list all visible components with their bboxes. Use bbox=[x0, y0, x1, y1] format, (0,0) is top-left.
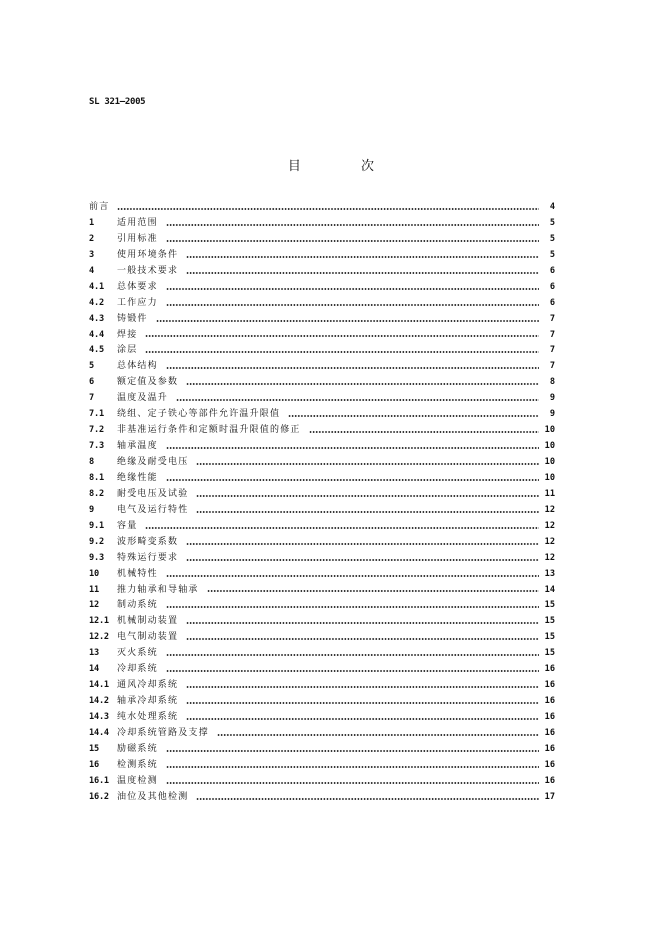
toc-dot-leader bbox=[196, 798, 538, 800]
toc-entry-label: 绝缘及耐受电压 bbox=[117, 457, 189, 467]
toc-entry-number: 12.1 bbox=[89, 616, 109, 627]
toc-entry-page: 9 bbox=[549, 393, 555, 404]
toc-entry-number: 2 bbox=[89, 233, 94, 244]
toc-entry-number: 3 bbox=[89, 249, 94, 260]
toc-entry[interactable] bbox=[89, 790, 555, 806]
toc-entry-label: 电气制动装置 bbox=[117, 632, 179, 643]
toc-entry-number: 7.2 bbox=[89, 425, 104, 436]
toc-entry[interactable] bbox=[89, 742, 555, 758]
toc-dot-leader bbox=[166, 654, 539, 656]
toc-dot-leader bbox=[145, 527, 538, 529]
toc-dot-leader bbox=[196, 495, 538, 497]
toc-entry-label: 推力轴承和导轴承 bbox=[117, 584, 199, 595]
toc-dot-leader bbox=[186, 622, 538, 624]
toc-entry-number: 9.2 bbox=[89, 536, 104, 547]
toc-entry-page: 15 bbox=[544, 632, 555, 643]
toc-entry-number: 14.2 bbox=[89, 696, 109, 707]
toc-entry-number: 10 bbox=[89, 568, 99, 579]
toc-entry-number: 8 bbox=[89, 457, 94, 467]
toc-entry-label: 工作应力 bbox=[117, 297, 158, 308]
toc-entry-label: 纯水处理系统 bbox=[117, 712, 179, 722]
toc-entry-number: 5 bbox=[89, 361, 94, 372]
toc-entry-number: 1 bbox=[89, 217, 94, 228]
toc-entry-number: 8.1 bbox=[89, 472, 104, 483]
toc-entry[interactable] bbox=[89, 598, 555, 614]
toc-entry-label: 波形畸变系数 bbox=[117, 536, 179, 547]
toc-entry-label: 使用环境条件 bbox=[117, 249, 179, 260]
toc-entry-number: 4.3 bbox=[89, 313, 104, 324]
toc-title: 目 次 bbox=[287, 159, 403, 174]
toc-entry-number: 14.4 bbox=[89, 727, 109, 738]
toc-entry[interactable] bbox=[89, 296, 555, 312]
toc-entry[interactable] bbox=[89, 312, 555, 328]
toc-entry-number: 16.1 bbox=[89, 775, 109, 786]
toc-dot-leader bbox=[196, 463, 538, 465]
toc-entry[interactable] bbox=[89, 200, 555, 216]
toc-dot-leader bbox=[309, 431, 539, 433]
toc-entry-label: 耐受电压及试验 bbox=[117, 488, 189, 499]
toc-entry[interactable] bbox=[89, 662, 555, 678]
toc-entry-number: 7 bbox=[89, 393, 94, 404]
toc-entry[interactable] bbox=[89, 710, 555, 726]
toc-entry-page: 7 bbox=[549, 329, 555, 340]
toc-entry-label: 轴承冷却系统 bbox=[117, 696, 179, 707]
toc-entry-page: 11 bbox=[544, 488, 555, 499]
toc-entry-number: 16 bbox=[89, 759, 99, 770]
toc-entry-page: 7 bbox=[549, 361, 555, 372]
toc-entry[interactable] bbox=[89, 774, 555, 790]
toc-entry-number: 16.2 bbox=[89, 791, 109, 802]
toc-entry-page: 10 bbox=[544, 425, 555, 436]
toc-entry[interactable] bbox=[89, 471, 555, 487]
toc-entry-label: 制动系统 bbox=[117, 600, 158, 611]
toc-entry-label: 前言 bbox=[89, 202, 110, 212]
toc-dot-leader bbox=[166, 670, 539, 672]
toc-entry-label: 一般技术要求 bbox=[117, 265, 179, 276]
toc-entry-page: 16 bbox=[544, 743, 555, 754]
toc-entry[interactable] bbox=[89, 503, 555, 519]
toc-dot-leader bbox=[186, 559, 538, 561]
toc-entry-page: 5 bbox=[549, 249, 555, 260]
toc-entry[interactable] bbox=[89, 551, 555, 567]
toc-entry-number: 12 bbox=[89, 600, 99, 611]
toc-entry-page: 12 bbox=[544, 536, 555, 547]
toc-entry[interactable] bbox=[89, 678, 555, 694]
toc-entry-label: 容量 bbox=[117, 520, 138, 531]
toc-entry-label: 绕组、定子铁心等部件允许温升限值 bbox=[117, 409, 281, 420]
toc-entry-number: 4.1 bbox=[89, 281, 104, 292]
toc-entry[interactable] bbox=[89, 343, 555, 359]
toc-dot-leader bbox=[186, 702, 538, 704]
toc-entry-page: 6 bbox=[549, 281, 555, 292]
toc-entry-label: 焊接 bbox=[117, 329, 138, 340]
toc-entry-label: 总体要求 bbox=[117, 281, 158, 292]
toc-entry-label: 机械制动装置 bbox=[117, 616, 179, 627]
toc-dot-leader bbox=[196, 511, 538, 513]
toc-dot-leader bbox=[166, 304, 539, 306]
toc-entry[interactable] bbox=[89, 583, 555, 599]
toc-entry-number: 9 bbox=[89, 504, 94, 515]
toc-entry-number: 12.2 bbox=[89, 632, 109, 643]
toc-dot-leader bbox=[186, 686, 538, 688]
toc-entry-page: 17 bbox=[544, 791, 555, 802]
toc-entry-page: 15 bbox=[544, 648, 555, 659]
toc-entry-label: 检测系统 bbox=[117, 759, 158, 770]
toc-entry[interactable] bbox=[89, 232, 555, 248]
toc-entry[interactable] bbox=[89, 375, 555, 391]
toc-dot-leader bbox=[186, 383, 539, 385]
toc-dot-leader bbox=[145, 335, 539, 337]
toc-entry[interactable] bbox=[89, 694, 555, 710]
toc-entry[interactable] bbox=[89, 359, 555, 375]
toc-entry-label: 绝缘性能 bbox=[117, 472, 158, 483]
toc-entry-page: 10 bbox=[544, 457, 555, 467]
toc-entry[interactable] bbox=[89, 646, 555, 662]
toc-dot-leader bbox=[156, 320, 539, 322]
toc-entry-page: 13 bbox=[544, 568, 555, 579]
toc-dot-leader bbox=[166, 606, 539, 608]
toc-entry-page: 5 bbox=[549, 217, 555, 228]
toc-dot-leader bbox=[145, 351, 539, 353]
toc-entry-number: 7.3 bbox=[89, 441, 104, 452]
toc-entry-number: 13 bbox=[89, 648, 99, 659]
toc-entry-label: 通风冷却系统 bbox=[117, 680, 179, 691]
toc-entry-label: 冷却系统 bbox=[117, 664, 158, 675]
toc-entry-number: 4 bbox=[89, 265, 94, 276]
toc-entry-label: 温度检测 bbox=[117, 775, 158, 786]
toc-entry[interactable] bbox=[89, 758, 555, 774]
toc-entry[interactable] bbox=[89, 407, 555, 423]
toc-entry-number: 4.4 bbox=[89, 329, 104, 340]
toc-entry[interactable] bbox=[89, 614, 555, 630]
toc-dot-leader bbox=[166, 224, 539, 226]
toc-entry-label: 总体结构 bbox=[117, 361, 158, 372]
toc-entry-page: 16 bbox=[544, 680, 555, 691]
toc-entry-page: 6 bbox=[549, 265, 555, 276]
toc-dot-leader bbox=[166, 447, 539, 449]
toc-entry-page: 6 bbox=[549, 297, 555, 308]
toc-dot-leader bbox=[166, 240, 539, 242]
toc-dot-leader bbox=[166, 782, 539, 784]
toc-entry-page: 12 bbox=[544, 504, 555, 515]
toc-entry-page: 8 bbox=[549, 377, 555, 388]
toc-entry[interactable] bbox=[89, 391, 555, 407]
toc-entry[interactable] bbox=[89, 726, 555, 742]
toc-dot-leader bbox=[166, 367, 539, 369]
toc-entry-number: 14 bbox=[89, 664, 99, 675]
toc-entry-page: 16 bbox=[544, 696, 555, 707]
toc-entry-page: 15 bbox=[544, 616, 555, 627]
toc-entry-label: 适用范围 bbox=[117, 217, 158, 228]
toc-entry-label: 冷却系统管路及支撑 bbox=[117, 727, 209, 738]
toc-entry-page: 15 bbox=[544, 600, 555, 611]
table-of-contents bbox=[89, 200, 555, 806]
toc-entry-page: 12 bbox=[544, 552, 555, 563]
standard-code: SL 321—2005 bbox=[89, 97, 146, 107]
toc-entry[interactable] bbox=[89, 567, 555, 583]
toc-entry-label: 电气及运行特性 bbox=[117, 504, 189, 515]
toc-entry-page: 16 bbox=[544, 775, 555, 786]
toc-entry-label: 灭火系统 bbox=[117, 648, 158, 659]
toc-dot-leader bbox=[186, 272, 539, 274]
toc-dot-leader bbox=[186, 638, 538, 640]
toc-dot-leader bbox=[207, 590, 539, 592]
toc-dot-leader bbox=[217, 734, 539, 736]
toc-dot-leader bbox=[176, 399, 539, 401]
toc-entry[interactable] bbox=[89, 439, 555, 455]
toc-entry-page: 10 bbox=[544, 472, 555, 483]
toc-entry[interactable] bbox=[89, 248, 555, 264]
toc-entry-page: 16 bbox=[544, 759, 555, 770]
toc-entry[interactable] bbox=[89, 328, 555, 344]
toc-entry-number: 11 bbox=[89, 584, 99, 595]
toc-entry-label: 引用标准 bbox=[117, 233, 158, 244]
toc-entry[interactable] bbox=[89, 264, 555, 280]
toc-entry-number: 6 bbox=[89, 377, 94, 388]
toc-entry-page: 16 bbox=[544, 727, 555, 738]
toc-dot-leader bbox=[117, 208, 539, 210]
toc-entry-number: 8.2 bbox=[89, 488, 104, 499]
toc-entry[interactable] bbox=[89, 455, 555, 471]
toc-entry-label: 额定值及参数 bbox=[117, 377, 179, 388]
toc-dot-leader bbox=[166, 766, 539, 768]
toc-entry-label: 铸锻件 bbox=[117, 313, 148, 324]
toc-entry-page: 10 bbox=[544, 441, 555, 452]
toc-entry-number: 4.2 bbox=[89, 297, 104, 308]
toc-dot-leader bbox=[186, 256, 539, 258]
toc-entry-page: 16 bbox=[544, 712, 555, 722]
toc-entry-label: 涂层 bbox=[117, 345, 138, 356]
toc-entry-label: 温度及温升 bbox=[117, 393, 169, 404]
toc-entry-page: 4 bbox=[549, 202, 555, 212]
toc-entry-label: 特殊运行要求 bbox=[117, 552, 179, 563]
toc-entry-page: 12 bbox=[544, 520, 555, 531]
toc-entry-page: 7 bbox=[549, 345, 555, 356]
toc-dot-leader bbox=[166, 750, 539, 752]
toc-entry-number: 9.1 bbox=[89, 520, 104, 531]
toc-entry-number: 15 bbox=[89, 743, 99, 754]
toc-entry-number: 4.5 bbox=[89, 345, 104, 356]
toc-entry-number: 14.3 bbox=[89, 712, 109, 722]
toc-entry-page: 5 bbox=[549, 233, 555, 244]
toc-entry[interactable] bbox=[89, 487, 555, 503]
toc-entry-label: 非基准运行条件和定额时温升限值的修正 bbox=[117, 425, 301, 436]
toc-dot-leader bbox=[166, 575, 539, 577]
toc-dot-leader bbox=[186, 718, 538, 720]
toc-dot-leader bbox=[288, 415, 539, 417]
toc-entry-page: 9 bbox=[549, 409, 555, 420]
toc-dot-leader bbox=[186, 543, 538, 545]
toc-entry[interactable] bbox=[89, 519, 555, 535]
toc-entry-label: 机械特性 bbox=[117, 568, 158, 579]
toc-dot-leader bbox=[166, 479, 539, 481]
toc-entry-number: 7.1 bbox=[89, 409, 104, 420]
toc-entry[interactable] bbox=[89, 630, 555, 646]
toc-entry-page: 14 bbox=[544, 584, 555, 595]
toc-entry-number: 9.3 bbox=[89, 552, 104, 563]
toc-entry[interactable] bbox=[89, 423, 555, 439]
toc-entry-label: 轴承温度 bbox=[117, 441, 158, 452]
toc-entry-page: 16 bbox=[544, 664, 555, 675]
toc-entry-label: 励磁系统 bbox=[117, 743, 158, 754]
toc-entry[interactable] bbox=[89, 280, 555, 296]
toc-entry[interactable] bbox=[89, 216, 555, 232]
toc-entry-number: 14.1 bbox=[89, 680, 109, 691]
toc-entry-label: 油位及其他检测 bbox=[117, 791, 189, 802]
toc-entry[interactable] bbox=[89, 535, 555, 551]
toc-entry-page: 7 bbox=[549, 313, 555, 324]
toc-dot-leader bbox=[166, 288, 539, 290]
